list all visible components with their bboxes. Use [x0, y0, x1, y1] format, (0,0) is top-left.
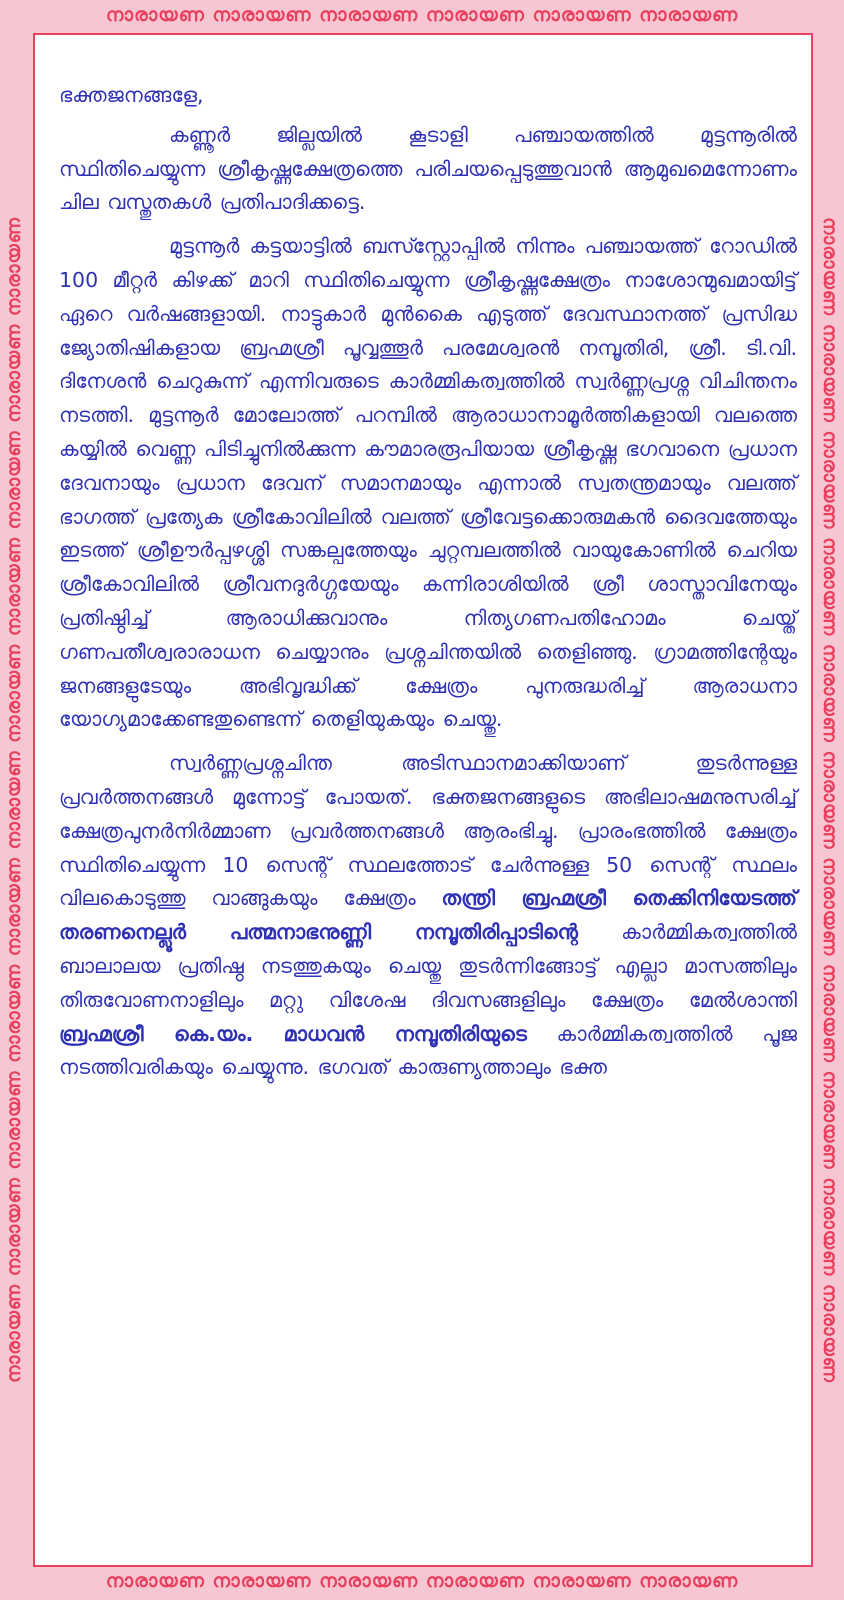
border-right-text: നാരായണ നാരായണ നാരായണ നാരായണ നാരായണ നാരായണ നാരായണ നാരായണ നാരായണ നാരായണ നാരായണ [819, 217, 841, 1383]
paragraph-history: മുട്ടന്നൂർ കട്ടയാട്ടിൽ ബസ്സ്റ്റോപ്പിൽ നിന്നും പഞ്ചായത്ത് റോഡിൽ 100 മീറ്റർ കിഴക്ക് മാറി സ്ഥിതിചെയ്യുന്ന ശ്രീകൃഷ്ണക്ഷേത്രം നാശോന്മുഖമായിട്ട് ഏറെ വർഷങ്ങളായി. നാട്ടുകാർ മുൻകൈ എടുത്ത് ദേവസ്ഥാനത്ത് പ്രസിദ്ധ ജ്യോതിഷികളായ ബ്രഹ്മശ്രീ പൂവ്വത്തൂർ പരമേശ്വരൻ നമ്പൂതിരി, ശ്രീ. ടി.വി. ദിനേശൻ ചെറുകുന്ന് എന്നിവരുടെ കാർമ്മികത്വത്തിൽ സ്വർണ്ണപ്രശ്ന വിചിന്തനം നടത്തി. മുട്ടന്നൂർ മോലോത്ത് പറമ്പിൽ ആരാധാനാമൂർത്തികളായി വലത്തെ കയ്യിൽ വെണ്ണ പിടിച്ചുനിൽക്കുന്ന കൗമാരരൂപിയായ ശ്രീകൃഷ്ണ ഭഗവാനെ പ്രധാന ദേവനായും പ്രധാന ദേവന് സമാനമായും എന്നാൽ സ്വതന്ത്രമായും വലത്ത് ഭാഗത്ത് പ്രത്യേക ശ്രീകോവിലിൽ വലത്ത് ശ്രീവേട്ടക്കൊരുമകൻ ദൈവത്തേയും ഇടത്ത് ശ്രീഊർപ്പഴശ്ശി സങ്കല്പത്തേയും ചുറ്റമ്പലത്തിൽ വായുകോണിൽ ചെറിയ ശ്രീകോവിലിൽ ശ്രീവനദുർഗ്ഗയേയും കന്നിരാശിയിൽ ശ്രീ ശാസ്താവിനേയും പ്രതിഷ്ഠിച്ച് ആരാധിക്കുവാനും നിത്യഗണപതിഹോമം ചെയ്ത് ഗണപതീശ്വരാരാധന ചെയ്യാനും പ്രശ്നചിന്തയിൽ തെളിഞ്ഞു. ഗ്രാമത്തിന്റേയും ജനങ്ങളുടേയും അഭിവൃദ്ധിക്ക് ക്ഷേത്രം പുനരുദ്ധരിച്ച് ആരാധനാ യോഗ്യമാക്കേണ്ടതുണ്ടെന്ന് തെളിയുകയും ചെയ്തു. [59, 234, 797, 732]
letter-body [33, 33, 813, 1567]
paragraph-renovation-text-3: കാർമ്മികത്വത്തിൽ പൂജ നടത്തിവരികയും ചെയ്യുന്നു. ഭഗവത് കാരുണ്യത്താലും ഭക്ത [59, 1021, 797, 1080]
border-top-text: നാരായണ നാരായണ നാരായണ നാരായണ നാരായണ നാരായണ [105, 4, 739, 26]
paragraph-renovation [59, 747, 797, 1085]
border-left-text: നാരായണ നാരായണ നാരായണ നാരായണ നാരായണ നാരായണ നാരായണ നാരായണ നാരായണ നാരായണ നാരായണ [3, 217, 25, 1383]
melshanthi-name: ബ്രഹ്മശ്രീ കെ.യം. മാധവൻ നമ്പൂതിരിയുടെ [59, 1021, 527, 1046]
paragraph-renovation-text-2: കാർമ്മികത്വത്തിൽ ബാലാലയ പ്രതിഷ്ഠ നടത്തുകയും ചെയ്തു തുടർന്നിങ്ങോട്ട് എല്ലാ മാസത്തിലും തിരുവോണനാളിലും മറ്റു വിശേഷ ദിവസങ്ങളിലും ക്ഷേത്രം മേൽശാന്തി [59, 920, 797, 1012]
paragraph-intro: കണ്ണൂർ ജില്ലയിൽ കൂടാളി പഞ്ചായത്തിൽ മുട്ടന്നൂരിൽ സ്ഥിതിചെയ്യുന്ന ശ്രീകൃഷ്ണക്ഷേത്രത്തെ പരിചയപ്പെടുത്തുവാൻ ആമുഖമെന്നോണം ചില വസ്തുതകൾ പ്രതിപാദിക്കട്ടെ. [59, 122, 797, 215]
border-bottom-text: നാരായണ നാരായണ നാരായണ നാരായണ നാരായണ നാരായണ [105, 1570, 739, 1592]
greeting: ഭക്തജനങ്ങളേ, [59, 83, 204, 107]
tantri-name: തന്ത്രി ബ്രഹ്മശ്രീ തെക്കിനിയേടത്ത് തരണനെല്ലൂർ പത്മനാഭനുണ്ണി നമ്പൂതിരിപ്പാടിന്റെ [59, 886, 797, 945]
paragraph-renovation-text-1: സ്വർണ്ണപ്രശ്നചിന്ത അടിസ്ഥാനമാക്കിയാണ് തുടർന്നുള്ള പ്രവർത്തനങ്ങൾ മുന്നോട്ട് പോയത്. ഭക്തജനങ്ങളുടെ അഭിലാഷമനുസരിച്ച് ക്ഷേത്രപുനർനിർമ്മാണ പ്രവർത്തനങ്ങൾ ആരംഭിച്ചു. പ്രാരംഭത്തിൽ ക്ഷേത്രം സ്ഥിതിചെയ്യുന്ന 10 സെന്റ് സ്ഥലത്തോട് ചേർന്നുള്ള 50 സെന്റ് സ്ഥലം വിലകൊടുത്തു വാങ്ങുകയും ക്ഷേത്രം [59, 751, 797, 911]
